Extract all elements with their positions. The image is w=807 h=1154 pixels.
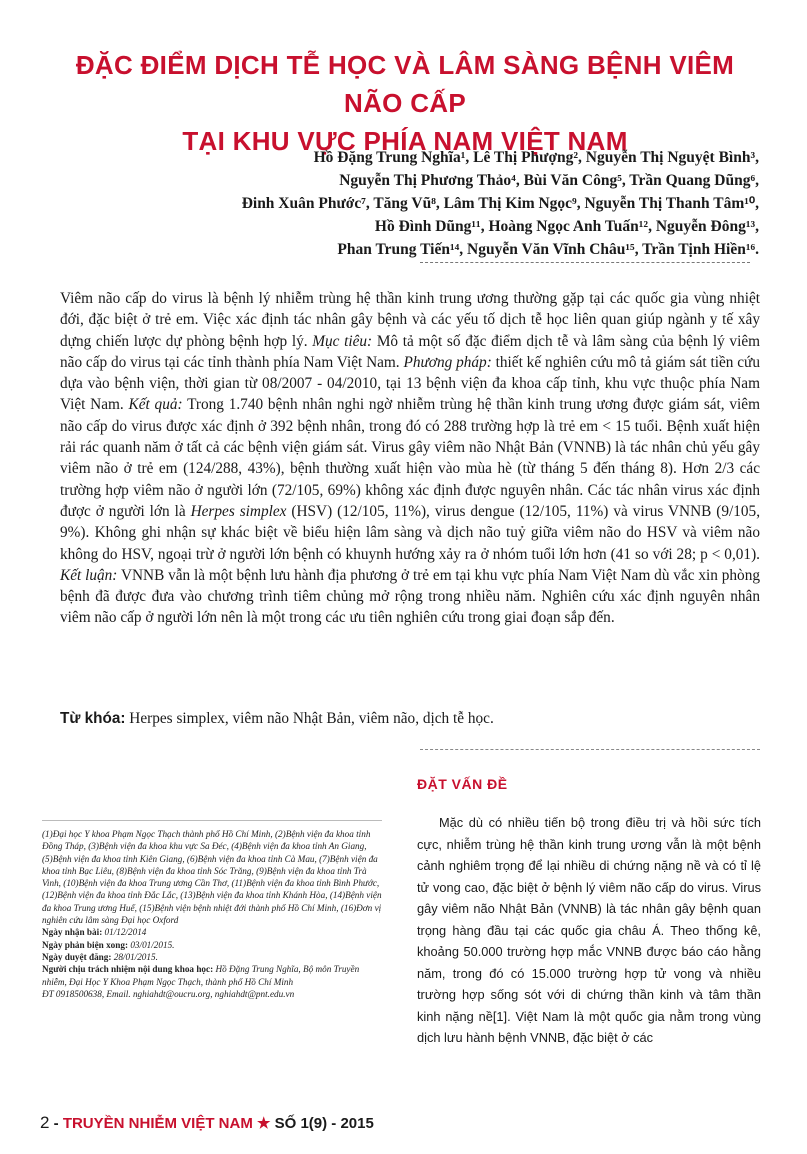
conclusion-text: VNNB vẫn là một bệnh lưu hành địa phương ở trẻ em tại khu vực phía Nam Việt Nam dù vắc xin phòng bệnh đã được đưa vào chương trình tiêm chủng mở rộng trong nhiều năm. Nghiên cứu xác định nguyên nhân viêm não cấp ở người lớn nên là một trong các ưu tiên nghiên cứu trong giai đoạn sắp đến. bbox=[60, 566, 760, 627]
received-label: Ngày nhận bài: bbox=[42, 927, 103, 938]
issue-number: SỐ 1(9) - 2015 bbox=[274, 1115, 374, 1132]
title-line-1: ĐẶC ĐIỂM DỊCH TỄ HỌC VÀ LÂM SÀNG BỆNH VIÊM NÃO CẤP bbox=[75, 50, 735, 118]
method-text: thiết kế nghiên cứu mô tả giám sát tiền cứu dựa vào bệnh viện, thời gian từ 08/2007 - 04/2010, tại 13 bệnh viện đa khoa cấp tỉnh, khu vực thuộc phía Nam Việt Nam. bbox=[60, 353, 760, 414]
accepted-label: Ngày duyệt đăng: bbox=[42, 951, 112, 962]
author-line: Hồ Đình Dũng¹¹, Hoàng Ngọc Anh Tuấn¹², Nguyễn Đông¹³, bbox=[374, 218, 759, 235]
method-label: Phương pháp: bbox=[403, 353, 492, 371]
abstract bbox=[60, 288, 760, 629]
objective-label: Mục tiêu: bbox=[312, 332, 373, 350]
reviewed-label: Ngày phản biện xong: bbox=[42, 939, 129, 950]
footnote-rule bbox=[42, 820, 382, 821]
responsible-value: Hồ Đặng Trung Nghĩa, Bộ môn Truyền nhiễm, Đại Học Y Khoa Phạm Ngọc Thạch, thành phố Hồ Chí Minh bbox=[42, 964, 360, 987]
contact-info: ĐT 0918500638, Email. nghiahdt@oucru.org, nghiahdt@pnt.edu.vn bbox=[42, 988, 295, 999]
abstract-intro: Viêm não cấp do virus là bệnh lý nhiễm trùng hệ thần kinh trung ương thường gặp tại các quốc gia vùng nhiệt đới, đặc biệt ở trẻ em. Việc xác định tác nhân gây bệnh và các yếu tố dịch tễ học liên quan giúp ngành y tế xây dựng chiến lược dự phòng bệnh hợp lý. bbox=[60, 290, 760, 350]
author-list bbox=[99, 146, 759, 261]
responsible-label: Người chịu trách nhiệm nội dung khoa học: bbox=[42, 964, 214, 975]
author-line: Đinh Xuân Phước⁷, Tăng Vũ⁸, Lâm Thị Kim Ngọc⁹, Nguyễn Thị Thanh Tâm¹⁰, bbox=[241, 195, 759, 212]
title-line-2: TẠI KHU VỰC PHÍA NAM VIỆT NAM bbox=[182, 126, 628, 156]
received-date bbox=[42, 926, 382, 938]
reviewed-date bbox=[42, 939, 382, 951]
reviewed-value: 03/01/2015. bbox=[130, 939, 175, 950]
author-line: Nguyễn Thị Phương Thảo⁴, Bùi Văn Công⁵, Trần Quang Dũng⁶, bbox=[339, 172, 759, 189]
objective-text: Mô tả một số đặc điểm dịch tễ và lâm sàng của bệnh lý viêm não cấp do virus tại các tỉnh thành phía Nam Việt Nam. bbox=[60, 332, 761, 371]
hsv-term: Herpes simplex bbox=[190, 502, 287, 520]
page-number: 2 bbox=[40, 1113, 50, 1132]
star-icon: ★ bbox=[257, 1115, 271, 1132]
journal-name: TRUYỀN NHIỄM VIỆT NAM bbox=[62, 1115, 253, 1132]
result-text-1: Trong 1.740 bệnh nhân nghi ngờ nhiễm trùng hệ thần kinh trung ương được giám sát, viêm não cấp do virus được xác định ở 392 bệnh nhân, trong đó có 288 trường hợp là trẻ em < 15 tuổi. Bệnh xuất hiện rải rác quanh năm ở tất cả các bệnh viện giám sát. Virus gây viêm não Nhật Bản (VNNB) là tác nhân chủ yếu gây viêm não ở trẻ em (124/288, 43%), bệnh thường xuất hiện vào mùa hè (từ tháng 5 đến tháng 8). Hơn 2/3 các trường hợp viêm não ở người lớn (72/105, 69%) không xác định được nguyên nhân. Các tác nhân virus xác định được ở người lớn là bbox=[60, 396, 760, 520]
footnotes bbox=[42, 828, 382, 1000]
accepted-value: 28/01/2015. bbox=[113, 951, 158, 962]
responsible-author bbox=[42, 963, 382, 988]
divider bbox=[420, 749, 760, 750]
section-heading: ĐẶT VẤN ĐỀ bbox=[417, 776, 508, 792]
accepted-date bbox=[42, 951, 382, 963]
result-label: Kết quả: bbox=[128, 396, 183, 414]
keywords-label: Từ khóa: bbox=[60, 710, 126, 727]
page-footer bbox=[40, 1113, 374, 1133]
author-line: Phan Trung Tiến¹⁴, Nguyễn Văn Vĩnh Châu¹⁵, Trần Tịnh Hiền¹⁶. bbox=[337, 241, 759, 258]
article-title bbox=[60, 46, 750, 160]
keywords-value: Herpes simplex, viêm não Nhật Bản, viêm não, dịch tễ học. bbox=[129, 710, 494, 727]
conclusion-label: Kết luận: bbox=[60, 566, 118, 584]
received-value: 01/12/2014 bbox=[104, 927, 147, 938]
result-text-2: (HSV) (12/105, 11%), virus dengue (12/105, 11%) và virus VNNB (9/105, 9%). Không ghi nhận sự khác biệt về biểu hiện lâm sàng và dịch não tuỷ giữa viêm não do HSV và viêm não không do HSV, ngoại trừ ở người lớn bệnh có khuynh hướng xảy ra ở nhóm tuổi lớn hơn (41 so với 28; p < 0,01). bbox=[60, 502, 761, 563]
divider bbox=[420, 262, 750, 263]
footer-dash: - bbox=[53, 1115, 59, 1132]
affiliations: (1)Đại học Y khoa Phạm Ngọc Thạch thành phố Hồ Chí Minh, (2)Bệnh viện đa khoa tỉnh Đồng Tháp, (3)Bệnh viện đa khoa khu vực Sa Đéc, (4)Bệnh viện đa khoa tỉnh An Giang, (5)Bệnh viện đa khoa tỉnh Kiên Giang, (6)Bệnh viện đa khoa tỉnh Cà Mau, (7)Bệnh viện đa khoa tỉnh Bạc Liêu, (8)Bệnh viện đa khoa tỉnh Sóc Trăng, (9)Bệnh viện đa khoa tỉnh Trà Vinh, (10)Bệnh viện đa khoa Trung ương Cần Thơ, (11)Bệnh viện đa khoa tỉnh Bình Phước, (12)Bệnh viện đa khoa tỉnh Đắc Lắc, (13)Bệnh viện đa khoa tỉnh Khánh Hòa, (14)Bệnh viện đa khoa Trung ương Huế, (15)Bệnh viện bệnh nhiệt đới thành phố Hồ Chí Minh, (16)Đơn vị nghiên cứu lâm sàng Đại học Oxford bbox=[42, 829, 382, 926]
abstract-text bbox=[60, 288, 760, 629]
section-body: Mặc dù có nhiều tiến bộ trong điều trị và hồi sức tích cực, nhiễm trùng hệ thần kinh trung ương vẫn là một bệnh cảnh nghiêm trọng để lại nhiều di chứng nặng nề và có tỉ lệ tử vong cao, đặc biệt ở bệnh lý viêm não cấp do virus. Virus gây viêm não Nhật Bản (VNNB) là tác nhân gây bệnh quan trọng hàng đầu tại các quốc gia châu Á. Theo thống kê, khoảng 50.000 trường hợp mắc VNNB được báo cáo hằng năm, trong đó có 15.000 trường hợp tử vong và nhiều trường hợp sống sót với di chứng thần kinh và tâm thần kinh nặng nề[1]. Việt Nam là một quốc gia nằm trong vùng dịch lưu hành bệnh VNNB, đặc biệt ở các bbox=[417, 815, 761, 1045]
author-line: Hồ Đặng Trung Nghĩa¹, Lê Thị Phượng², Nguyễn Thị Nguyệt Bình³, bbox=[313, 149, 759, 166]
keywords bbox=[60, 708, 760, 730]
